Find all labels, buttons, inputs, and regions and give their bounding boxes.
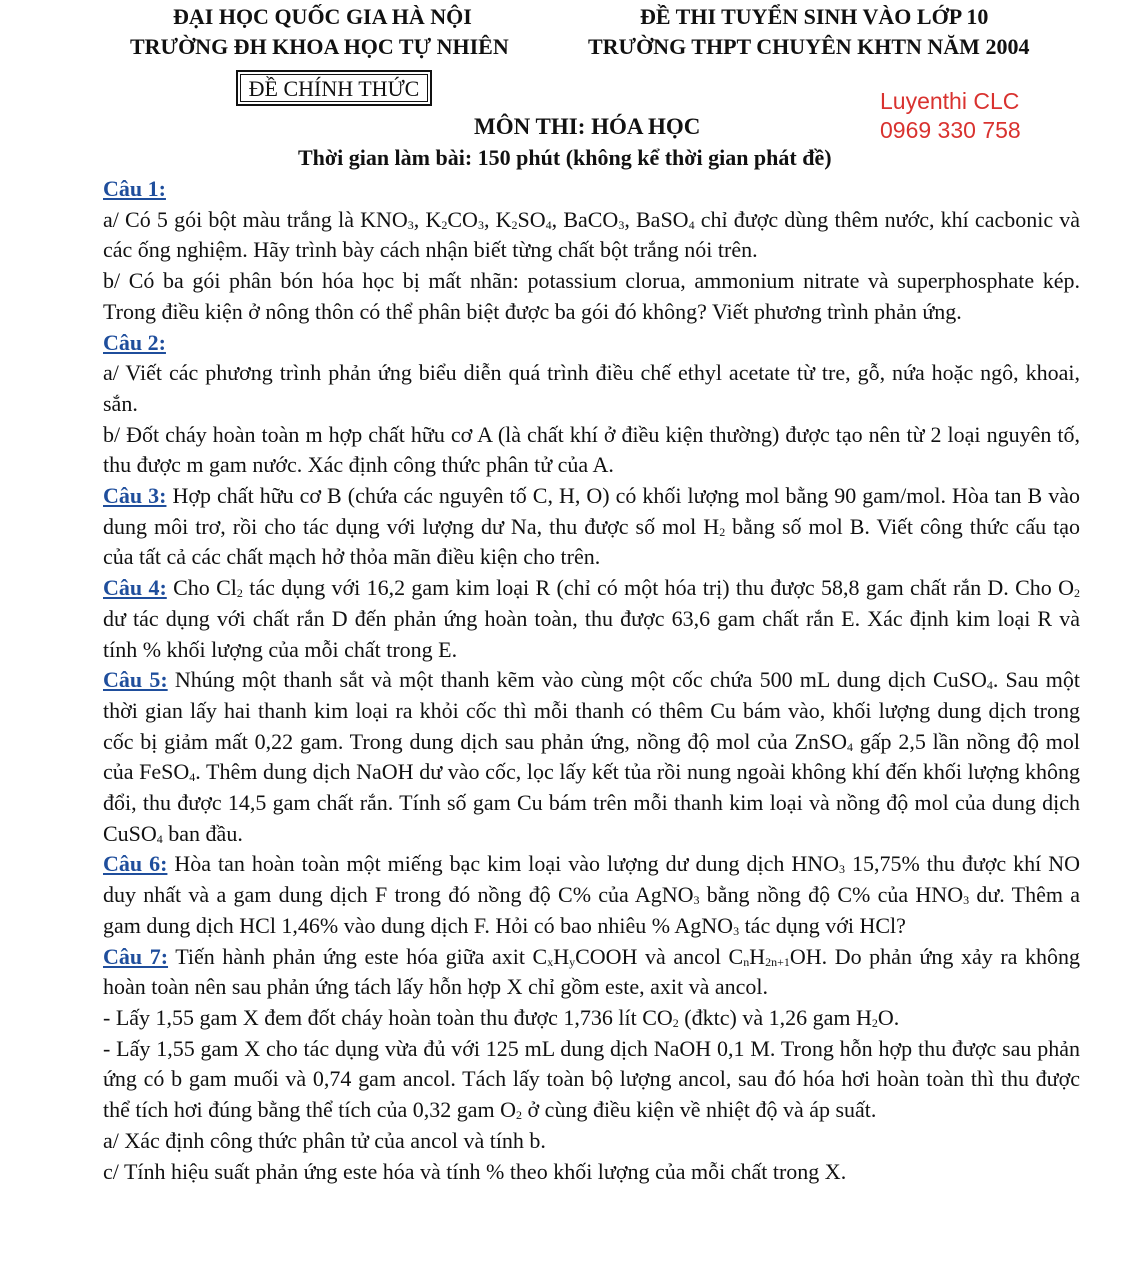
exam-school: TRƯỜNG THPT CHUYÊN KHTN NĂM 2004 xyxy=(588,34,1030,59)
official-exam-box xyxy=(236,70,432,106)
question-4-label: Câu 4: xyxy=(103,575,167,601)
question-1-line-2: b/ Có ba gói phân bón hóa học bị mất nhãn: potassium clorua, ammonium nitrate và superphosphate kép. Trong điều kiện ở nông thôn có thể phân biệt được ba gói đó không? Viết phương trình phản ứng. xyxy=(103,268,1080,324)
question-2-line-1: a/ Viết các phương trình phản ứng biểu diễn quá trình điều chế ethyl acetate từ tre, gỗ, nứa hoặc ngô, khoai, sắn. xyxy=(103,360,1080,416)
question-7-line-1: Câu 7: Tiến hành phản ứng este hóa giữa axit $C_xH_yCOOH$ và ancol $C_nH_{2n+1}OH$. Do phản ứng xảy ra không hoàn toàn nên sau phản ứng tách lấy hỗn hợp X chỉ gồm este, axit và ancol. xyxy=(103,943,1080,1000)
question-4-line-1: Câu 4: Cho $Cl_2$ tác dụng với 16,2 gam kim loại R (chỉ có một hóa trị) thu được 58,8 gam chất rắn D. Cho $O_2$ dư tác dụng với chất rắn D đến phản ứng hoàn toàn, thu được 63,6 gam chất rắn E. Xác định kim loại R và tính % khối lượng của mỗi chất trong E. xyxy=(103,575,1081,662)
question-7-line-3: - Lấy 1,55 gam X cho tác dụng vừa đủ với 125 mL dung dịch NaOH 0,1 M. Trong hỗn hợp thu được sau phản ứng có b gam muối và 0,74 gam ancol. Tách lấy toàn bộ lượng ancol, sau đó hóa hơi hoàn toàn thì thu được thể tích hơi đúng bằng thể tích của 0,32 gam $O_2$ ở cùng điều kiện về nhiệt độ và áp suất. xyxy=(103,1035,1080,1123)
exam-title: ĐỀ THI TUYỂN SINH VÀO LỚP 10 xyxy=(640,4,989,29)
question-5-label: Câu 5: xyxy=(103,667,168,693)
university-name: ĐẠI HỌC QUỐC GIA HÀ NỘI xyxy=(173,4,472,29)
time-allowed: Thời gian làm bài: 150 phút (không kể thời gian phát đề) xyxy=(298,145,832,170)
question-7-line-4: a/ Xác định công thức phân tử của ancol và tính b. xyxy=(103,1127,546,1153)
question-7-line-5: c/ Tính hiệu suất phản ứng este hóa và tính % theo khối lượng của mỗi chất trong X. xyxy=(103,1158,847,1184)
question-1-label: Câu 1: xyxy=(103,176,166,201)
question-2-line-2: b/ Đốt cháy hoàn toàn m hợp chất hữu cơ A (là chất khí ở điều kiện thường) được tạo nên từ 2 loại nguyên tố, thu được m gam nước. Xác định công thức phân tử của A. xyxy=(103,421,1080,478)
question-1-line-1: a/ Có 5 gói bột màu trắng là $KNO_3$, $K_2CO_3$, $K_2SO_4$, BaCO$_3$, BaSO$_4$ chỉ được dùng thêm nước, khí cacbonic và các ống nghiệm. Hãy trình bày cách nhận biết từng chất bột trắng nói trên. xyxy=(103,206,1081,263)
school-name: TRƯỜNG ĐH KHOA HỌC TỰ NHIÊN xyxy=(130,34,509,59)
question-2-heading xyxy=(103,328,1080,359)
question-1-heading xyxy=(103,174,1080,205)
question-3-line-1: Câu 3: Hợp chất hữu cơ B (chứa các nguyên tố C, H, O) có khối lượng mol bằng 90 gam/mol. Hòa tan B vào dung môi trơ, rồi cho tác dụng với lượng dư Na, thu được số mol $H_2$ bằng số mol B. Viết công thức cấu tạo của tất cả các chất mạch hở thỏa mãn điều kiện cho trên. xyxy=(103,483,1081,570)
question-6-label: Câu 6: xyxy=(103,851,168,877)
question-2-label: Câu 2: xyxy=(103,329,166,355)
question-5-line-1: Câu 5: Nhúng một thanh sắt và một thanh kẽm vào cùng một cốc chứa 500 mL dung dịch CuSO$_4$. Sau một thời gian lấy hai thanh kim loại ra khỏi cốc thì mỗi thanh có thêm Cu bám vào, khối lượng dung dịch trong cốc bị giảm mất 0,22 gam. Trong dung dịch sau phản ứng, nồng độ mol của ZnSO$_4$ gấp 2,5 lần nồng độ mol của FeSO$_4$. Thêm dung dịch NaOH dư vào cốc, lọc lấy kết tủa rồi nung ngoài không khí đến khối lượng không đổi, thu được 14,5 gam chất rắn. Tính số gam Cu bám trên mỗi thanh kim loại và nồng độ mol của dung dịch CuSO$_4$ ban đầu. xyxy=(103,667,1080,846)
question-3-label: Câu 3: xyxy=(103,483,167,509)
watermark-name: Luyenthi CLC xyxy=(880,88,1020,114)
subject-title: MÔN THI: HÓA HỌC xyxy=(474,114,701,139)
question-6-line-1: Câu 6: Hòa tan hoàn toàn một miếng bạc kim loại vào lượng dư dung dịch $HNO_3$ 15,75% thu được khí NO duy nhất và a gam dung dịch F trong đó nồng độ C% của AgNO$_3$ bằng nồng độ C% của $HNO_3$ dư. Thêm a gam dung dịch HCl 1,46% vào dung dịch F. Hỏi có bao nhiêu % AgNO$_3$ tác dụng với HCl? xyxy=(103,851,1081,938)
question-7-line-2: - Lấy 1,55 gam X đem đốt cháy hoàn toàn thu được 1,736 lít $CO_2$ (đktc) và 1,26 gam $H_2O$. xyxy=(103,1004,900,1030)
exam-questions xyxy=(103,174,1080,1187)
question-7-label: Câu 7: xyxy=(103,943,169,969)
watermark-phone: 0969 330 758 xyxy=(880,117,1021,143)
official-exam-label: ĐỀ CHÍNH THỨC xyxy=(240,74,428,102)
